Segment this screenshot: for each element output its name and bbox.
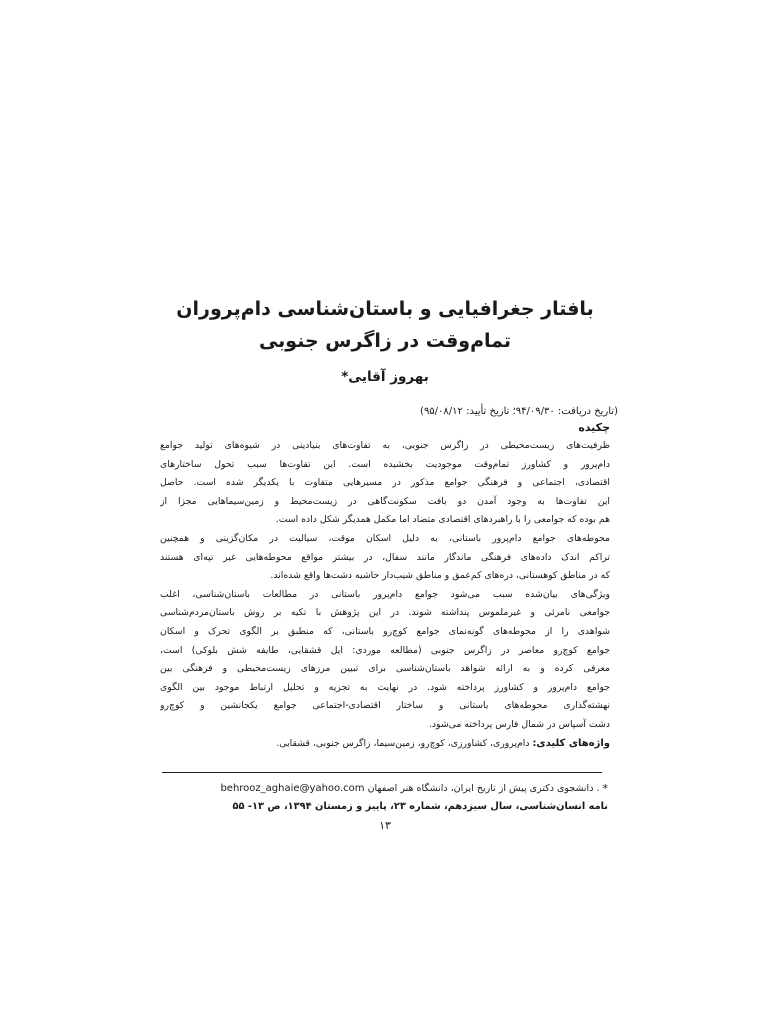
abstract-line: نهشته‌گذاری محوطه‌های باستانی و ساختار اقتصادی-اجتماعی جوامع یکجانشین و کوچ‌رو: [160, 700, 610, 712]
keywords-label: واژه‌های کلیدی:: [532, 737, 610, 749]
abstract-line: اقتصادی، اجتماعی و فرهنگی جوامع مذکور در مسیرهایی متفاوت با یکدیگر شده است. حاصل: [160, 477, 610, 489]
journal-citation: نامه انسان‌شناسی، سال سیزدهم، شماره ۲۳، پاییز و زمستان ۱۳۹۴، ص ۱۳- ۵۵: [232, 801, 608, 812]
abstract-line: جوامع دام‌پرور و کشاورز پرداخته شود. در نهایت به تجزیه و تحلیل ارتباط موجود بین الگوی: [160, 681, 610, 693]
abstract-line: شواهدی را از محوطه‌های گونه‌نمای جوامع کوچ‌رو باستانی، که منطبق بر الگوی تحرک و اسکان: [160, 625, 610, 637]
page-number: ۱۳: [379, 819, 391, 832]
footnote-star: *: [602, 782, 608, 795]
keywords-list: دام‌پروری، کشاورزی، کوچ‌رو، زمین‌سیما، زاگرس جنوبی، قشقایی.: [276, 737, 530, 749]
abstract-line: ویژگی‌های بیان‌شده سبب می‌شود جوامع دام‌پرور باستانی در مطالعات باستان‌شناسی، اغلب: [160, 588, 610, 600]
footnote-affiliation: . دانشجوی دکتری پیش از تاریخ ایران، دانشگاه هنر اصفهان: [367, 783, 600, 794]
abstract-line: جوامع کوچ‌رو معاصر در زاگرس جنوبی (مطالعه موردی: ایل قشقایی، طایفه شش بلوکی) است،: [160, 644, 610, 656]
abstract-line: تراکم اندک داده‌های فرهنگی ماندگار مانند سفال، در بیشتر مواقع محوطه‌هایی غیر تپه‌ای هستند: [160, 551, 610, 563]
abstract-line: دام‌پرور و کشاورز تمام‌وقت موجودیت بخشیده است. این تفاوت‌ها سبب تحول ساختارهای: [160, 458, 610, 470]
abstract-line: ظرفیت‌های زیست‌محیطی در زاگرس جنوبی، به تفاوت‌های بنیادینی در شیوه‌های تولید جوامع: [160, 440, 610, 451]
abstract-line: معرفی کرده و به ارائه شواهد باستان‌شناسی برای تبیین مرزهای زیست‌محیطی و فرهنگی بین: [160, 663, 610, 675]
abstract-heading: چکیده: [578, 421, 610, 434]
author-footnote: [158, 780, 608, 798]
abstract-line: این تفاوت‌ها به وجود آمدن دو بافت سکونت‌گاهی در زیست‌محیط و زمین‌سیماهایی مجزا از: [160, 495, 610, 507]
abstract-line: دشت آسپاس در شمال فارس پرداخته می‌شود.: [428, 718, 610, 730]
abstract-line: هم بوده که جوامعی را با راهبردهای اقتصادی متضاد اما مکمل همدیگر شکل داده است.: [275, 514, 610, 526]
article-title-line-2: تمام‌وقت در زاگرس جنوبی: [258, 330, 512, 352]
author-email: behrooz_aghaie@yahoo.com: [220, 783, 365, 794]
author-name: بهروز آقایی*: [341, 369, 429, 385]
article-title-line-1: بافتار جغرافیایی و باستان‌شناسی دام‌پروران: [176, 298, 594, 320]
abstract-line: جوامعی نامرئی و غیرملموس پنداشته شوند. در این پژوهش با تکیه بر روش باستان‌مردم‌شناسی: [160, 607, 610, 619]
keywords-line: [160, 735, 610, 754]
footnote-divider: [162, 772, 602, 773]
abstract-body: [160, 437, 610, 753]
received-accepted-dates: (تاریخ دریافت: ۹۴/۰۹/۳۰؛ تاریخ تأیید: ۹۵/۰۸/۱۲): [420, 406, 618, 417]
abstract-line: که در مناطق کوهستانی، دره‌های کم‌عمق و مناطق شیب‌دار حاشیه دشت‌ها واقع شده‌اند.: [270, 570, 610, 582]
abstract-line: محوطه‌های جوامع دام‌پرور باستانی، به دلیل اسکان موقت، سیالیت در مکان‌گزینی و همچنین: [160, 532, 610, 544]
